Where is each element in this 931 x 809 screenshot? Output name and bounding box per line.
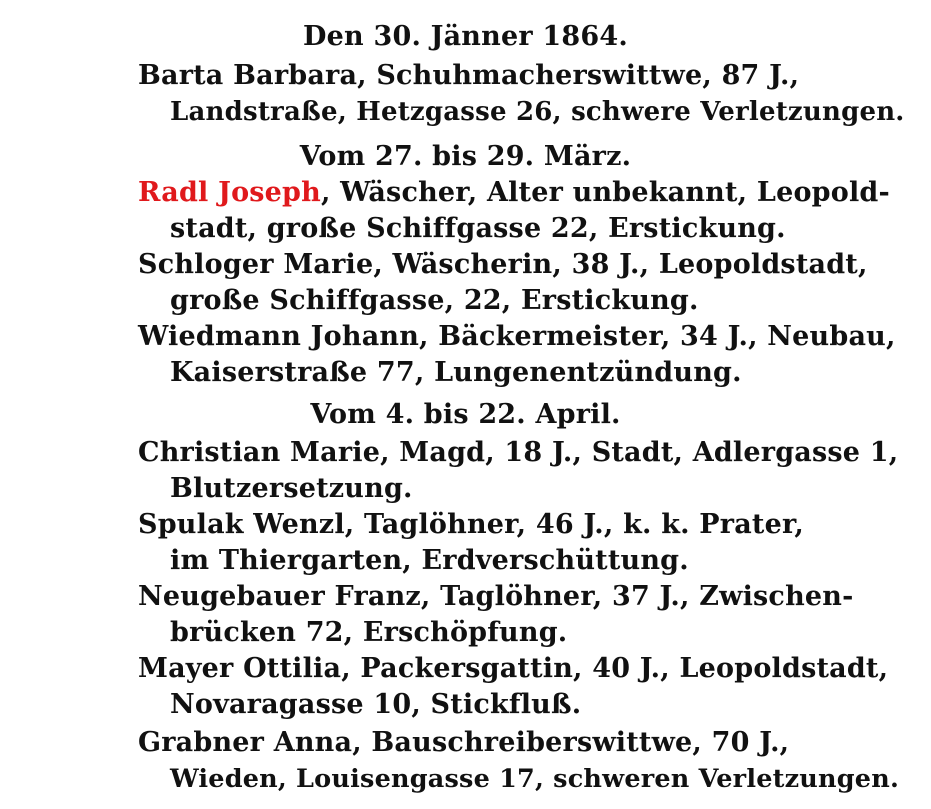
section-heading: Vom 4. bis 22. April. — [310, 399, 621, 430]
entry-line: Spulak Wenzl, Taglöhner, 46 J., k. k. Prater, — [138, 509, 805, 540]
entry-line — [138, 176, 890, 210]
entry-line: brücken 72, Erschöpfung. — [170, 617, 568, 648]
section-heading: Vom 27. bis 29. März. — [299, 141, 632, 172]
entry-line: Kaiserstraße 77, Lungenentzündung. — [170, 357, 742, 388]
entry-line: Mayer Ottilia, Packersgattin, 40 J., Leopoldstadt, — [138, 653, 889, 684]
entry-line: Barta Barbara, Schuhmacherswittwe, 87 J., — [138, 60, 800, 91]
entry-line: Wieden, Louisengasse 17, schweren Verletzungen. — [170, 764, 900, 794]
entry-line-rest: , Wäscher, Alter unbekannt, Leopold- — [320, 177, 890, 208]
entry-line: Schloger Marie, Wäscherin, 38 J., Leopoldstadt, — [138, 249, 868, 280]
entry-line: im Thiergarten, Erdverschüttung. — [170, 545, 689, 576]
entry-line: Wiedmann Johann, Bäckermeister, 34 J., Neubau, — [138, 321, 896, 352]
highlighted-name: Radl Joseph — [138, 177, 321, 208]
entry-line: große Schiffgasse, 22, Erstickung. — [170, 285, 699, 316]
entry-line: Christian Marie, Magd, 18 J., Stadt, Adlergasse 1, — [138, 437, 899, 468]
section-heading: Den 30. Jänner 1864. — [303, 21, 628, 52]
entry-line: Neugebauer Franz, Taglöhner, 37 J., Zwischen- — [138, 581, 854, 612]
entry-line: Grabner Anna, Bauschreiberswittwe, 70 J., — [138, 727, 790, 758]
entry-line: Landstraße, Hetzgasse 26, schwere Verletzungen. — [170, 97, 905, 127]
entry-line: stadt, große Schiffgasse 22, Erstickung. — [170, 213, 786, 244]
entry-line: Blutzersetzung. — [170, 473, 413, 504]
entry-line: Novaragasse 10, Stickfluß. — [170, 689, 582, 720]
